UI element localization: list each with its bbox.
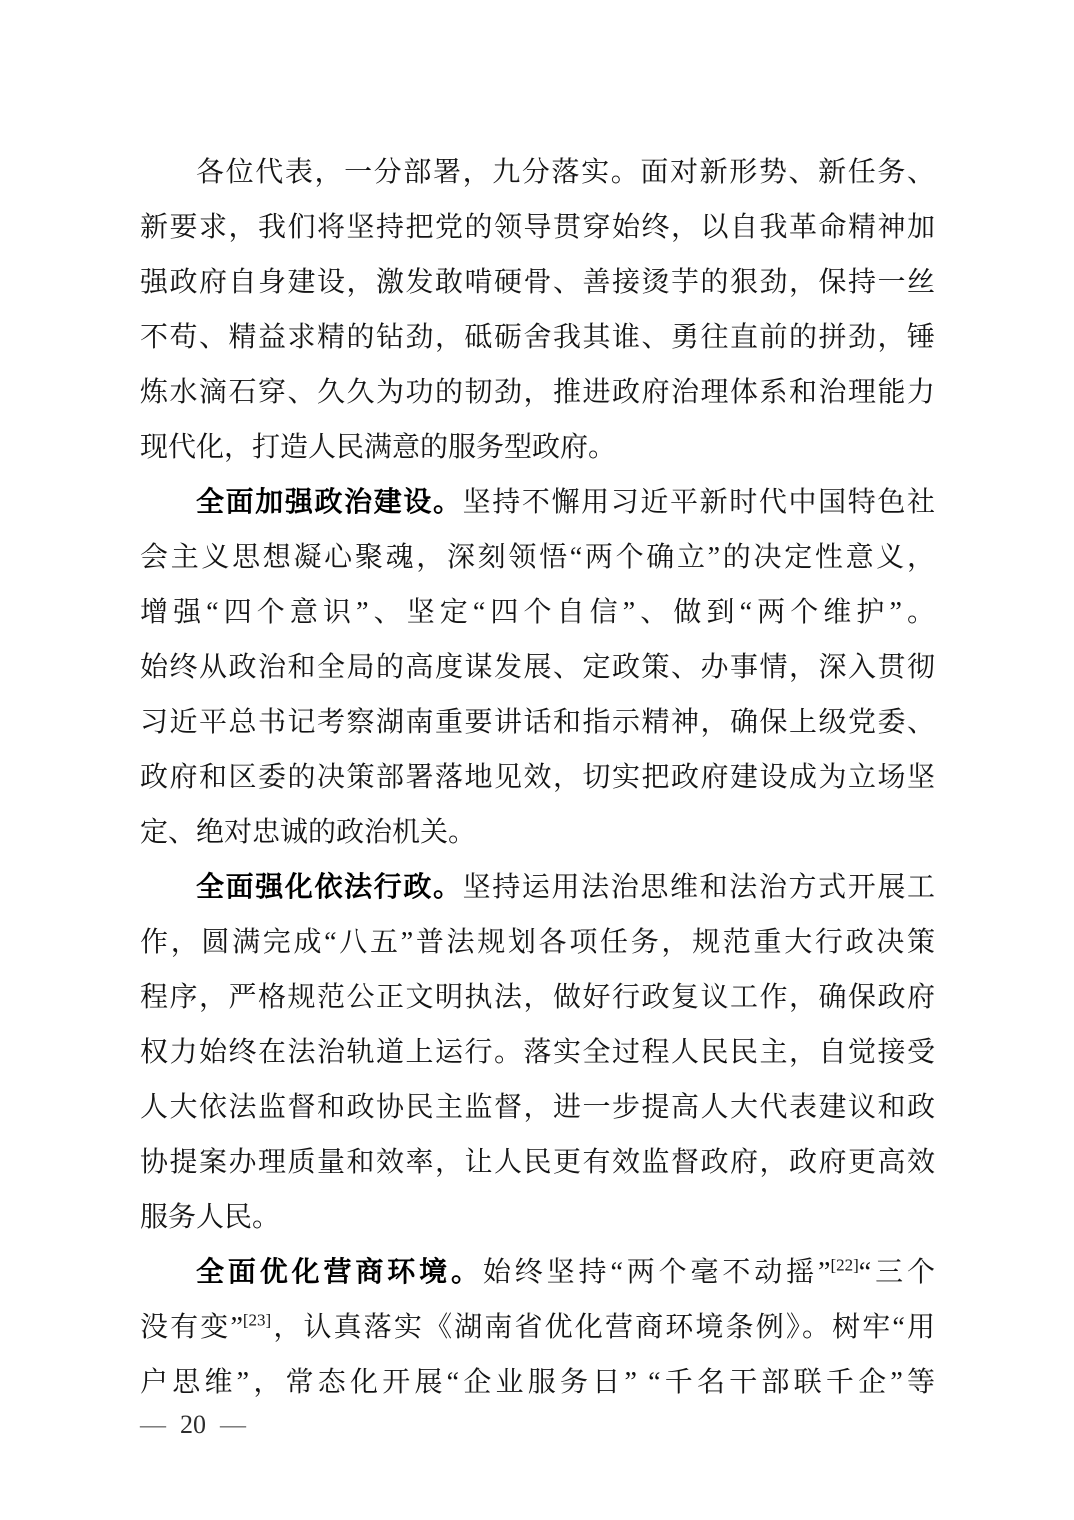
text-line [140, 200, 935, 255]
footer-dash-right: — [220, 1410, 246, 1439]
text-segment: 炼水滴石穿、久久为功的韧劲，推进政府治理体系和治理能力 [140, 377, 935, 408]
text-segment: 各位代表，一分部署，九分落实。面对新形势、新任务、 [196, 157, 935, 188]
text-line [140, 145, 935, 200]
text-line [140, 750, 935, 805]
text-segment: 协提案办理质量和效率，让人民更有效监督政府，政府更高效 [140, 1147, 935, 1178]
footer-dash-left: — [140, 1410, 166, 1439]
page-number: 20 [180, 1410, 206, 1439]
text-segment: 政府和区委的决策部署落地见效，切实把政府建设成为立场坚 [140, 762, 935, 793]
text-line [140, 695, 935, 750]
paragraph [140, 1245, 935, 1410]
text-segment: 坚持不懈用习近平新时代中国特色社 [462, 487, 935, 518]
text-segment: 人大依法监督和政协民主监督，进一步提高人大代表建议和政 [140, 1092, 935, 1123]
text-segment: 定、绝对忠诚的政治机关。 [140, 817, 477, 848]
text-line [140, 585, 935, 640]
text-line [140, 640, 935, 695]
text-line [140, 915, 935, 970]
text-segment: 强政府自身建设，激发敢啃硬骨、善接烫芋的狠劲，保持一丝 [140, 267, 935, 298]
endnote-ref: [23] [242, 1310, 272, 1330]
section-heading: 全面优化营商环境。 [196, 1257, 483, 1288]
text-segment: 坚持运用法治思维和法治方式开展工 [462, 872, 935, 903]
text-line [140, 1300, 935, 1355]
text-segment: 服务人民。 [140, 1202, 281, 1233]
text-line [140, 1025, 935, 1080]
text-line [140, 1355, 935, 1410]
text-line [140, 805, 935, 860]
paragraph [140, 145, 935, 475]
text-line [140, 365, 935, 420]
text-line [140, 1135, 935, 1190]
text-line [140, 475, 935, 530]
text-segment: 程序，严格规范公正文明执法，做好行政复议工作，确保政府 [140, 982, 935, 1013]
text-segment: 户思维”，常态化开展“企业服务日” “千名干部联千企”等 [140, 1367, 935, 1398]
document-body [140, 145, 935, 1410]
text-line [140, 255, 935, 310]
text-line [140, 420, 935, 475]
text-segment: 习近平总书记考察湖南重要讲话和指示精神，确保上级党委、 [140, 707, 935, 738]
text-line [140, 1245, 935, 1300]
paragraph [140, 475, 935, 860]
text-segment: 作，圆满完成“八五”普法规划各项任务，规范重大行政决策 [140, 927, 935, 958]
text-segment: 权力始终在法治轨道上运行。落实全过程人民民主，自觉接受 [140, 1037, 935, 1068]
text-segment: “三个 [858, 1257, 935, 1288]
text-line [140, 530, 935, 585]
text-segment: 现代化，打造人民满意的服务型政府。 [140, 432, 617, 463]
text-segment: 没有变” [140, 1312, 243, 1343]
text-line [140, 1080, 935, 1135]
text-segment: 增强“四个意识”、坚定“四个自信”、做到“两个维护”。 [140, 597, 935, 628]
text-segment: 新要求，我们将坚持把党的领导贯穿始终，以自我革命精神加 [140, 212, 935, 243]
text-line [140, 970, 935, 1025]
paragraph [140, 860, 935, 1245]
endnote-ref: [22] [830, 1255, 859, 1275]
text-segment: ，认真落实《湖南省优化营商环境条例》。树牢“用 [271, 1312, 935, 1343]
text-segment: 不苟、精益求精的钻劲，砥砺舍我其谁、勇往直前的拼劲，锤 [140, 322, 935, 353]
text-line [140, 310, 935, 365]
text-segment: 始终从政治和全局的高度谋发展、定政策、办事情，深入贯彻 [140, 652, 935, 683]
text-line [140, 1190, 935, 1245]
section-heading: 全面加强政治建设。 [196, 487, 463, 518]
text-segment: 会主义思想凝心聚魂，深刻领悟“两个确立”的决定性意义， [140, 542, 935, 573]
text-segment: 始终坚持“两个毫不动摇” [482, 1257, 831, 1288]
section-heading: 全面强化依法行政。 [196, 872, 463, 903]
text-line [140, 860, 935, 915]
page-footer [140, 1402, 246, 1447]
